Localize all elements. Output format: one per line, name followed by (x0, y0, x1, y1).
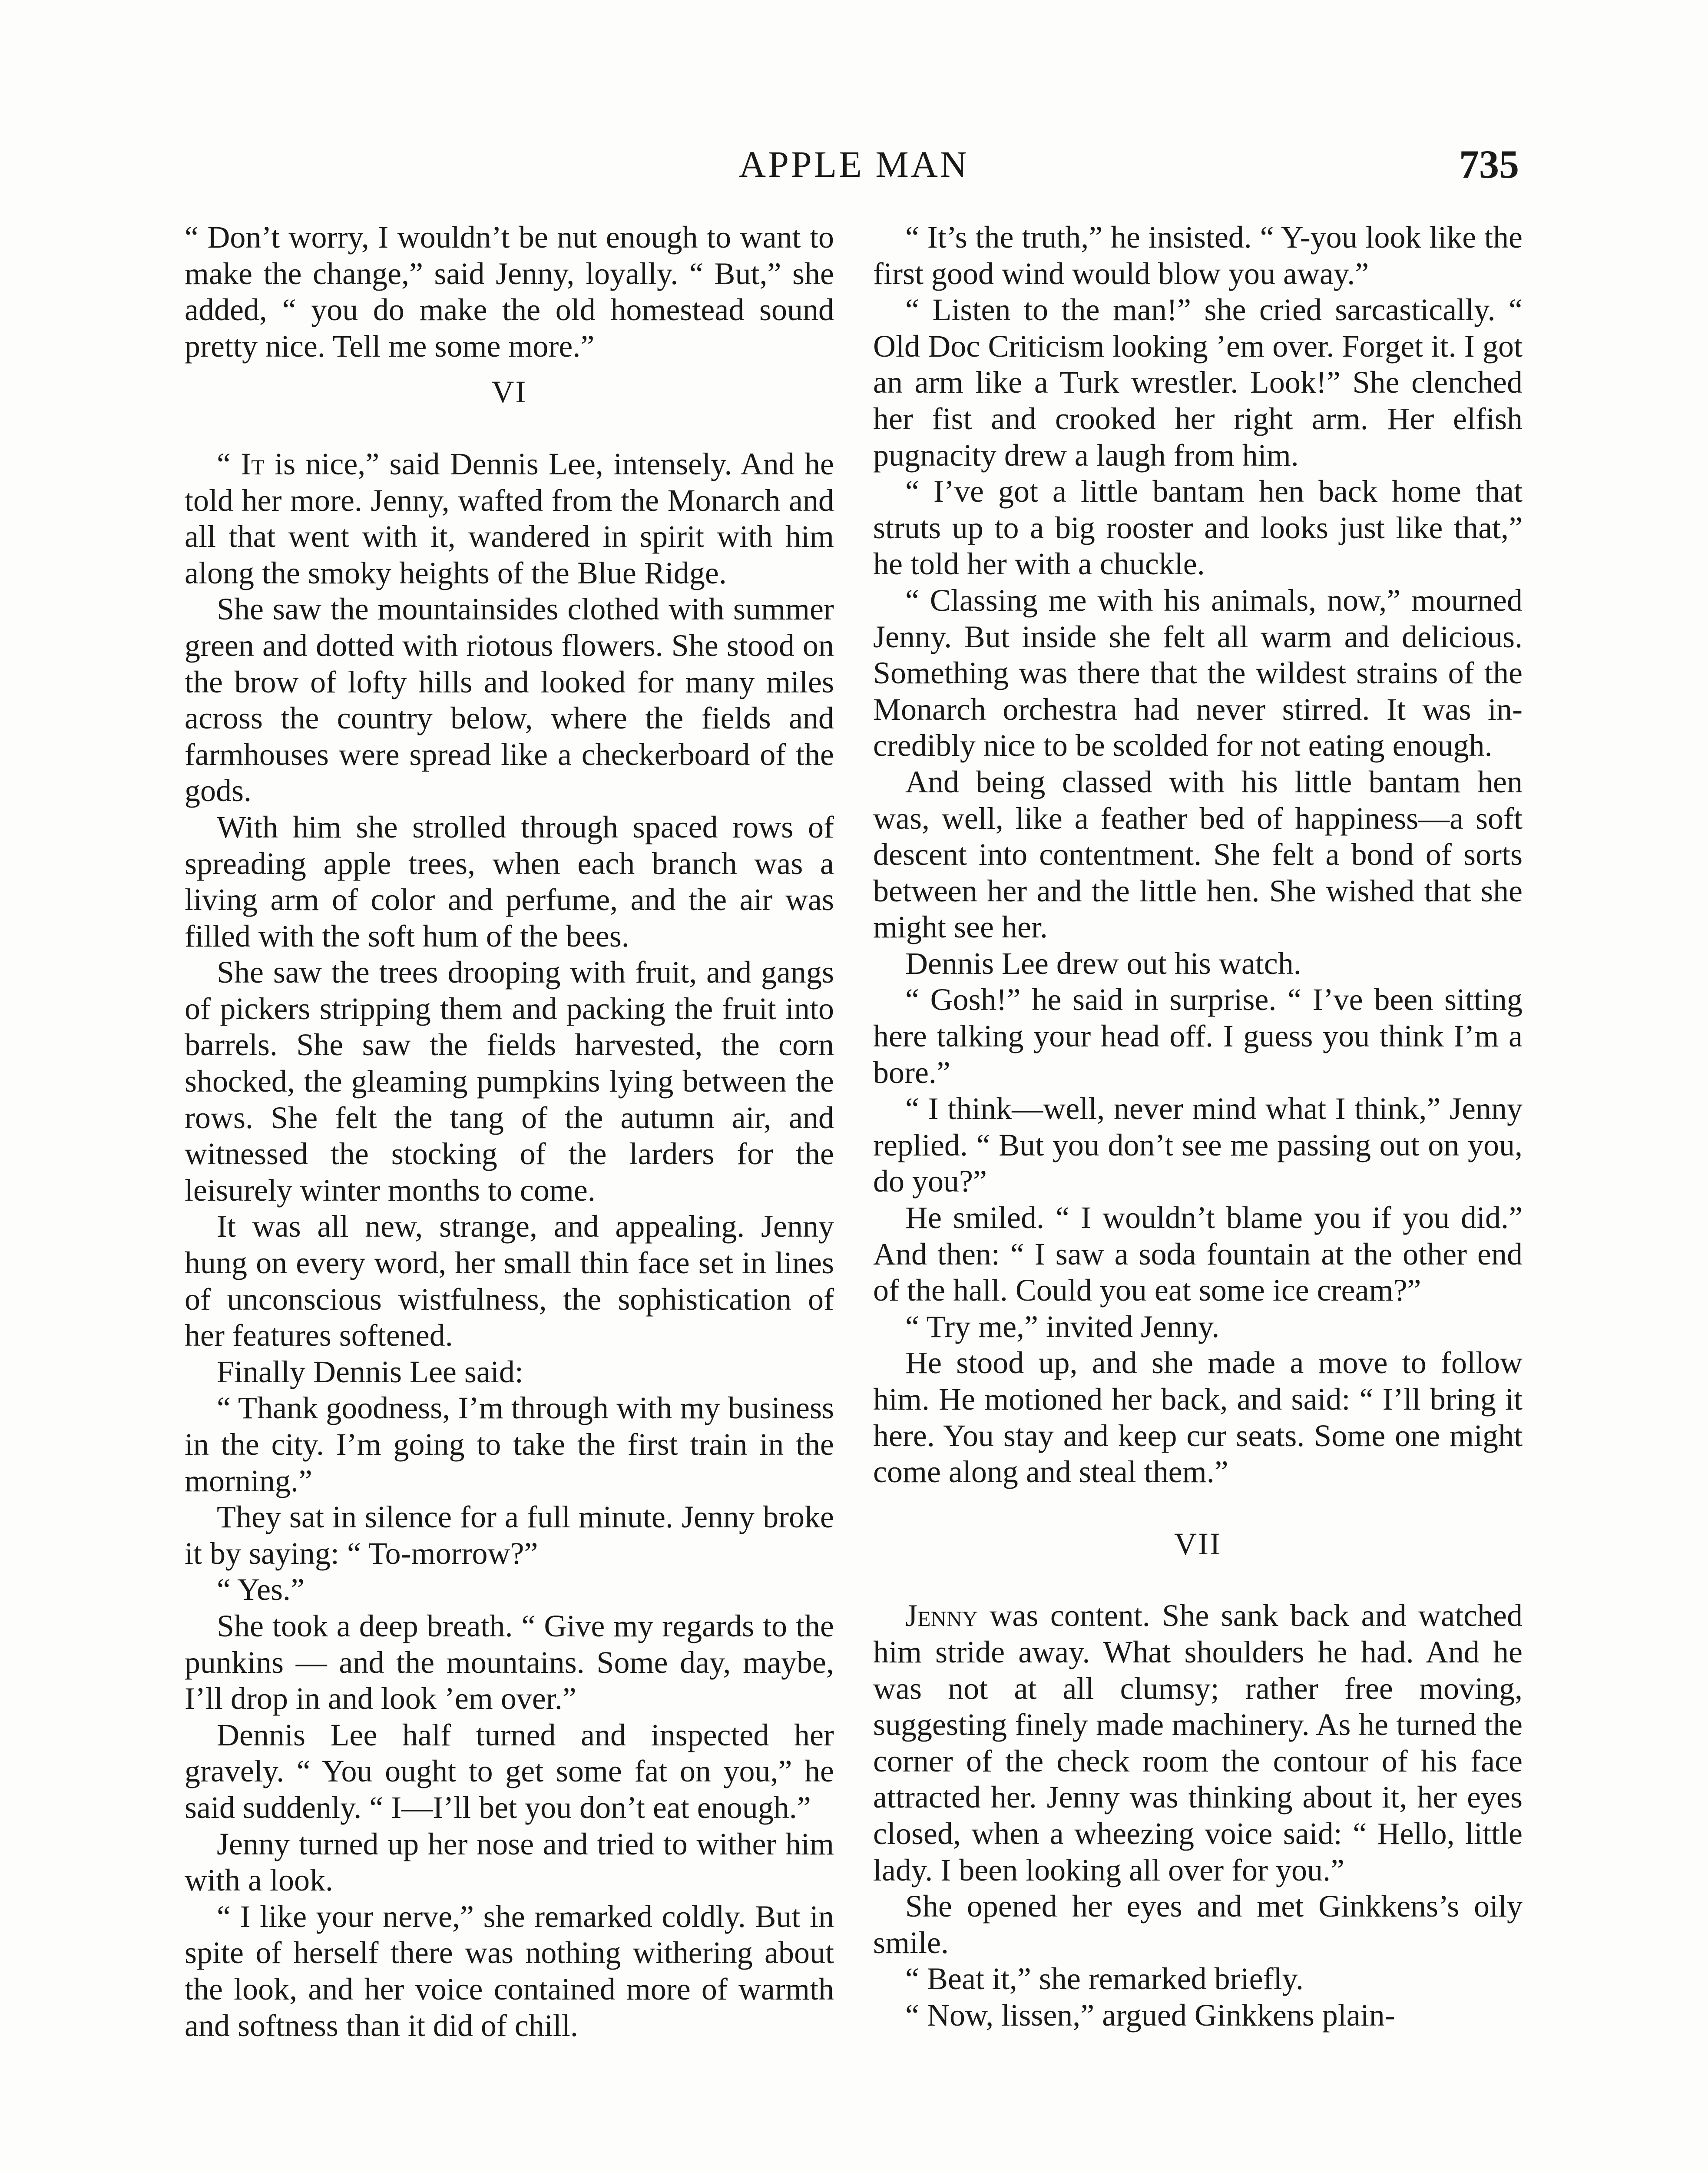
paragraph: Jenny turned up her nose and tried to wither him with a look. (185, 1826, 834, 1898)
running-title: APPLE MAN (738, 143, 969, 185)
paragraph: “ I’ve got a little bantam hen back home that struts up to a big rooster and looks just like that,” he told her with a chuckle. (873, 474, 1523, 582)
paragraph: With him she strolled through spaced rows of spreading apple trees, when each branch was a living arm of color and perfume, and the air was filled with the soft hum of the bees. (185, 809, 834, 954)
paragraph-text: was content. She sank back and watched him stride away. What shoulders he had. And he was not at all clumsy; rather free moving, suggesting finely made machinery. As he turned the corner of the check room the contour of his face attracted her. Jenny was thinking about it, her eyes closed, when a wheezing voice said: “ Hello, little lady. I been looking all over for you.” (873, 1598, 1523, 1887)
section-heading-vii: VII (1174, 1526, 1221, 1561)
paragraph: He stood up, and she made a move to follow him. He motioned her back, and said: “ I’ll bring it here. You stay and keep cur seats. Some one might come along and steal them.” (873, 1345, 1523, 1490)
paragraph: “ Don’t worry, I wouldn’t be nut enough to want to make the change,” said Jenny, loyally. “ But,” she added, “ you do make the old homestead sound pretty nice. Tell me some more.” (185, 220, 834, 364)
paragraph: Dennis Lee drew out his watch. (905, 946, 1301, 981)
small-caps-lead: Jenny (905, 1598, 978, 1633)
paragraph: Finally Dennis Lee said: (217, 1354, 523, 1389)
paragraph-text: is nice,” said Dennis Lee, intensely. And he told her more. Jenny, wafted from the Monarch and all that went with it, wandered in spirit with him along the smoky heights of the Blue Ridge. (185, 446, 834, 590)
paragraph: “ I think—well, never mind what I think,” Jenny replied. “ But you don’t see me passing out on you, do you?” (873, 1091, 1523, 1199)
paragraph: “ Now, lissen,” argued Ginkkens plain- (905, 1997, 1395, 2033)
paragraph: And being classed with his little bantam hen was, well, like a feather bed of happiness—a soft descent into contentment. She felt a bond of sorts between her and the little hen. She wished that she might see her. (873, 764, 1523, 945)
page-header (0, 138, 1708, 190)
paragraph: “ Beat it,” she remarked briefly. (905, 1961, 1304, 1997)
paragraph (185, 446, 834, 591)
paragraph: They sat in silence for a full minute. Jenny broke it by saying: “ To-morrow?” (185, 1500, 834, 1571)
paragraph (873, 1598, 1523, 1888)
paragraph: Dennis Lee half turned and inspected her gravely. “ You ought to get some fat on you,” he said suddenly. “ I—I’ll bet you don’t eat enough.” (185, 1717, 834, 1825)
paragraph: She saw the trees drooping with fruit, and gangs of pickers stripping them and packing the fruit into barrels. She saw the fields harvested, the corn shocked, the gleaming pumpkins lying between the rows. She felt the tang of the autumn air, and witnessed the stocking of the larders for the leisurely winter months to come. (185, 955, 834, 1208)
paragraph: She took a deep breath. “ Give my regards to the punkins — and the mountains. Some day, maybe, I’ll drop in and look ’em over.” (185, 1608, 834, 1716)
paragraph: “ It’s the truth,” he insisted. “ Y-you look like the first good wind would blow you away.” (873, 220, 1523, 291)
paragraph: “ Yes.” (217, 1572, 305, 1607)
left-column (185, 219, 834, 2044)
right-column (873, 219, 1523, 2034)
paragraph: “ Classing me with his animals, now,” mourned Jenny. But inside she felt all warm and delicious. Something was there that the wildest strains of the Monarch orchestra had never stirred. It was incredibly nice to be scolded for not eating enough. (873, 583, 1523, 763)
paragraph: “ Try me,” invited Jenny. (905, 1309, 1220, 1344)
paragraph: He smiled. “ I wouldn’t blame you if you did.” And then: “ I saw a soda fountain at the other end of the hall. Could you eat some ice cream?” (873, 1200, 1523, 1308)
paragraph: “ I like your nerve,” she remarked coldly. But in spite of herself there was nothing withering about the look, and her voice contained more of warmth and softness than it did of chill. (185, 1899, 834, 2043)
paragraph: “ Listen to the man!” she cried sarcastically. “ Old Doc Criticism looking ’em over. Forget it. I got an arm like a Turk wrestler. Look!” She clenched her fist and crooked her right arm. Her elfish pugnacity drew a laugh from him. (873, 292, 1523, 473)
section-heading-vi: VI (491, 374, 527, 410)
paragraph: It was all new, strange, and appealing. Jenny hung on every word, her small thin face set in lines of unconscious wistfulness, the sophistication of her features softened. (185, 1209, 834, 1353)
opening-quote: “ (217, 446, 241, 481)
paragraph: She opened her eyes and met Ginkkens’s oily smile. (873, 1889, 1523, 1960)
small-caps-lead: It (241, 446, 265, 481)
page-number: 735 (1459, 142, 1519, 186)
paragraph: “ Gosh!” he said in surprise. “ I’ve been sitting here talking your head off. I guess you think I’m a bore.” (873, 982, 1523, 1090)
paragraph: She saw the mountainsides clothed with summer green and dotted with riotous flowers. She stood on the brow of lofty hills and looked for many miles across the country below, where the fields and farmhouses were spread like a checkerboard of the gods. (185, 592, 834, 808)
paragraph: “ Thank goodness, I’m through with my business in the city. I’m going to take the first train in the morning.” (185, 1391, 834, 1498)
